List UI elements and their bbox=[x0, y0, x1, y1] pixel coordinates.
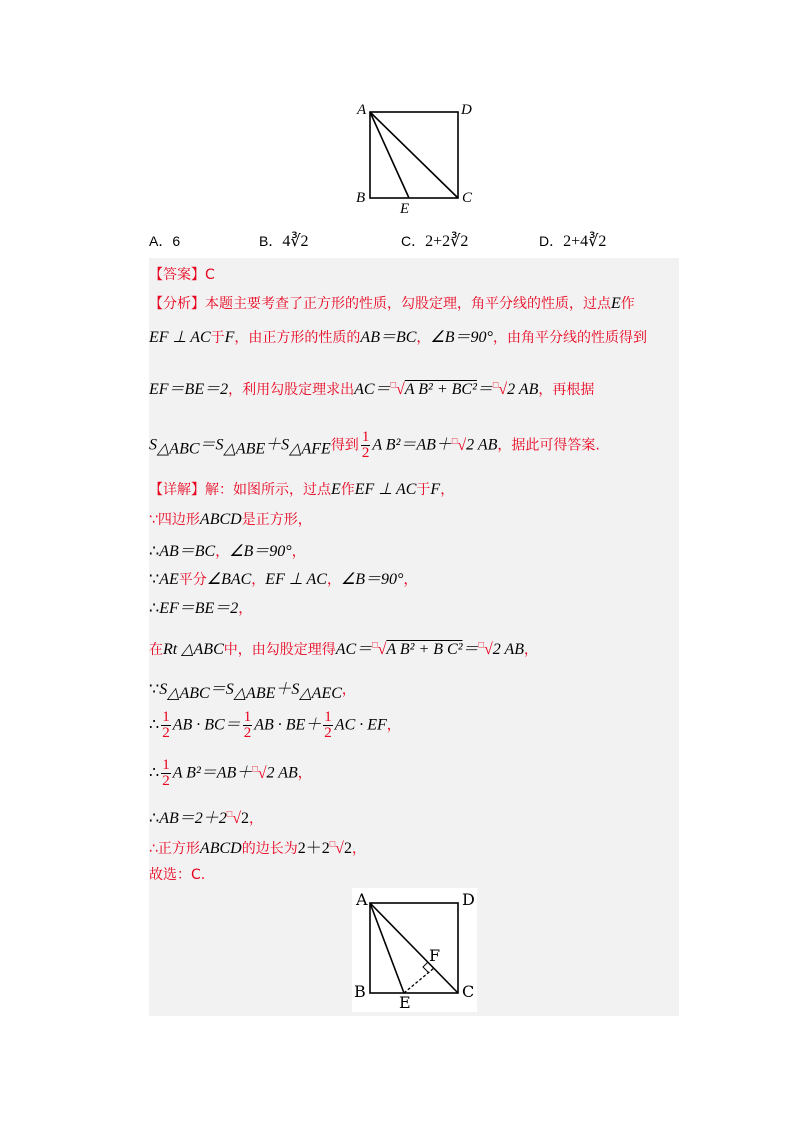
label-c: C bbox=[462, 190, 473, 206]
segment-ae bbox=[370, 903, 404, 993]
segment-ef-dashed bbox=[404, 968, 434, 993]
detail-line-12: 故选：C. bbox=[149, 867, 206, 883]
analysis-line-4: $S_{\triangle ABC}=S_{\triangle ABE}+S_{\triangle AFE}$得到 $\frac{1}{2}$ A B²＝AB＋□√2 AB，据此可得答案. bbox=[149, 429, 600, 461]
analysis-line-2: EF ⊥ AC于F，由正方形的性质的AB＝BC，∠B＝90°，由角平分线的性质得到 bbox=[149, 329, 647, 346]
detail-line-9: ∴ $\frac{1}{2}$ A B²＝AB＋□√2 AB， bbox=[149, 757, 312, 789]
label-a: A bbox=[357, 102, 367, 118]
detail-line-11: ∴正方形ABCD的边长为2＋2□√2， bbox=[149, 838, 366, 857]
figure-square-bottom bbox=[352, 888, 477, 1012]
figure-square-top bbox=[352, 96, 482, 218]
diagonal-ac bbox=[370, 112, 458, 198]
diagonal-ac bbox=[370, 903, 458, 993]
label-c: C bbox=[462, 982, 475, 1001]
fraction-half: $\frac{1}{2}$ bbox=[361, 429, 370, 461]
detail-line-5: ∴EF＝BE＝2， bbox=[149, 600, 253, 617]
answer-choices bbox=[149, 231, 679, 253]
choice-a[interactable]: A．6 bbox=[149, 233, 181, 249]
detail-line-1: 【详解】解：如图所示，过点E作EF ⊥ AC于F， bbox=[149, 481, 455, 498]
label-b: B bbox=[354, 982, 366, 1001]
detail-line-6: 在Rt △ABC中，由勾股定理得AC＝□√A B² + B C²＝□√2 AB， bbox=[149, 639, 539, 658]
segment-ae bbox=[370, 112, 409, 198]
answer-line: 【答案】C bbox=[149, 267, 215, 283]
choice-b[interactable]: B．4∛2 bbox=[259, 233, 309, 250]
detail-line-10: ∴AB＝2＋2□√2， bbox=[149, 808, 263, 827]
label-d: D bbox=[461, 102, 472, 118]
label-e: E bbox=[400, 201, 410, 217]
detail-line-4: ∵AE平分∠BAC，EF ⊥ AC，∠B＝90°， bbox=[149, 571, 418, 588]
label-a: A bbox=[356, 890, 368, 909]
square-diagram-bottom bbox=[352, 888, 477, 1012]
detail-line-8: ∴ $\frac{1}{2}$ AB · BC＝ $\frac{1}{2}$ AB · BE＋ $\frac{1}{2}$ AC · EF， bbox=[149, 709, 401, 741]
label-e: E bbox=[399, 993, 411, 1012]
choice-c[interactable]: C．2+2∛2 bbox=[401, 233, 469, 250]
square-diagram-top bbox=[352, 96, 482, 218]
label-d: D bbox=[462, 890, 475, 909]
detail-line-2: ∵四边形ABCD是正方形， bbox=[149, 511, 312, 528]
choice-d[interactable]: D．2+4∛2 bbox=[539, 233, 607, 250]
analysis-line-3: EF＝BE＝2，利用勾股定理求出AC＝□√A B² + BC²＝□√2 AB，再根据 bbox=[149, 379, 595, 398]
label-b: B bbox=[356, 190, 366, 206]
detail-line-3: ∴AB＝BC，∠B＝90°， bbox=[149, 543, 306, 560]
sqrt-expression: □√A B² + BC² bbox=[390, 379, 477, 398]
label-f: F bbox=[429, 946, 441, 965]
detail-line-7: $\because S_{\triangle ABC}=S_{\triangle ABE}+S_{\triangle AEC}$， bbox=[149, 681, 356, 702]
analysis-line-1: 【分析】本题主要考查了正方形的性质，勾股定理，角平分线的性质，过点E作 bbox=[149, 295, 635, 312]
